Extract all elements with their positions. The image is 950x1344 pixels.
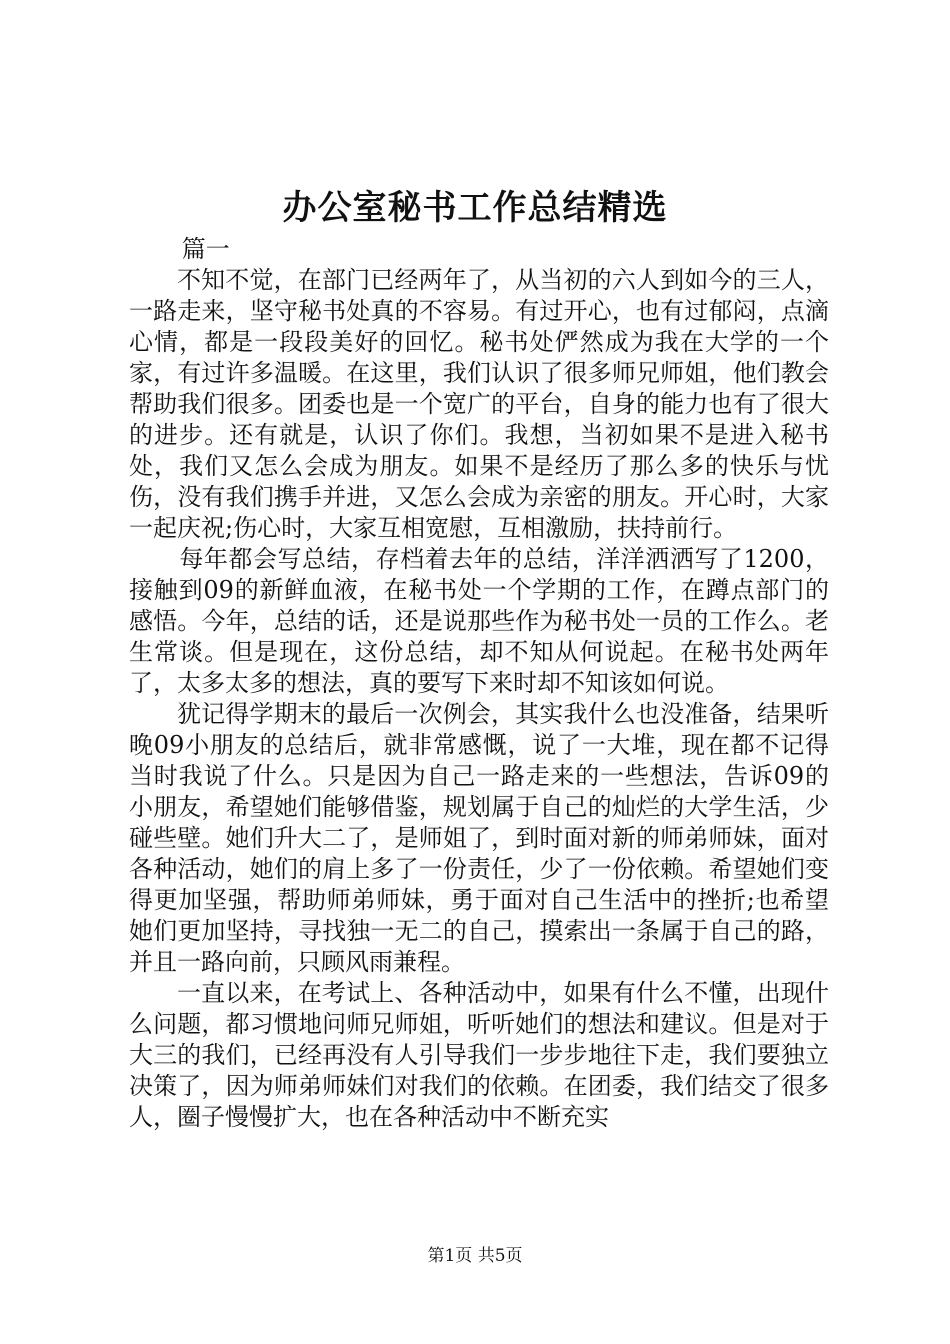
document-title: 办公室秘书工作总结精选 xyxy=(282,188,668,228)
paragraph-3: 犹记得学期末的最后一次例会，其实我什么也没准备，结果听晚09小朋友的总结后，就非常感慨，说了一大堆，现在都不记得当时我说了什么。只是因为自己一路走来的一些想法，告诉09的小朋友，希望她们能够借鉴，规划属于自己的灿烂的大学生活，少碰些壁。她们升大二了，是师姐了，到时面对新的师弟师妹，面对各种活动，她们的肩上多了一份责任，少了一份依赖。希望她们变得更加坚强，帮助师弟师妹，勇于面对自己生活中的挫折;也希望她们更加坚持，寻找独一无二的自己，摸索出一条属于自己的路，并且一路向前，只顾风雨兼程。 xyxy=(129,700,829,976)
document-body xyxy=(129,234,829,1133)
paragraph-4: 一直以来，在考试上、各种活动中，如果有什么不懂，出现什么问题，都习惯地问师兄师姐，听听她们的想法和建议。但是对于大三的我们，已经再没有人引导我们一步步地往下走，我们要独立决策了，因为师弟师妹们对我们的依赖。在团委，我们结交了很多人，圈子慢慢扩大，也在各种活动中不断充实 xyxy=(129,979,829,1131)
paragraph-1: 不知不觉，在部门已经两年了，从当初的六人到如今的三人，一路走来，坚守秘书处真的不容易。有过开心，也有过郁闷，点滴心情，都是一段段美好的回忆。秘书处俨然成为我在大学的一个家，有过许多温暖。在这里，我们认识了很多师兄师姐，他们教会帮助我们很多。团委也是一个宽广的平台，自身的能力也有了很大的进步。还有就是，认识了你们。我想，当初如果不是进入秘书处，我们又怎么会成为朋友。如果不是经历了那么多的快乐与忧伤，没有我们携手并进，又怎么会成为亲密的朋友。开心时，大家一起庆祝;伤心时，大家互相宽慰，互相激励，扶持前行。 xyxy=(129,266,829,542)
section-label: 篇一 xyxy=(181,235,230,263)
page-footer xyxy=(0,1244,950,1268)
page-indicator: 第1页 共5页 xyxy=(427,1246,523,1266)
paragraph-2: 每年都会写总结，存档着去年的总结，洋洋洒洒写了1200，接触到09的新鲜血液，在秘书处一个学期的工作，在蹲点部门的感悟。今年，总结的话，还是说那些作为秘书处一员的工作么。老生常谈。但是现在，这份总结，却不知从何说起。在秘书处两年了，太多太多的想法，真的要写下来时却不知该如何说。 xyxy=(129,545,829,697)
